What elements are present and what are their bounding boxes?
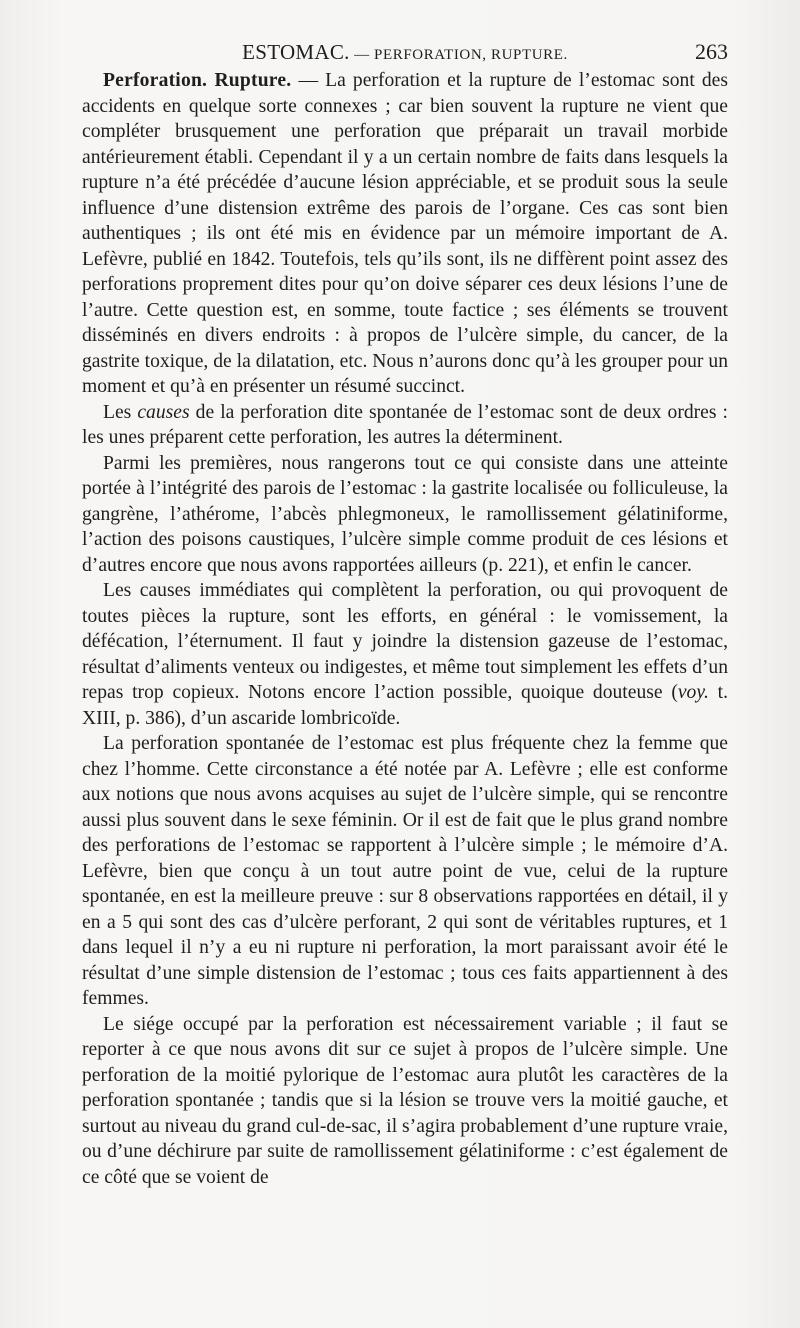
section-heading: Perforation. Rupture. bbox=[103, 70, 292, 91]
running-title-main: ESTOMAC. bbox=[242, 40, 350, 64]
paragraph-perforation-rupture bbox=[82, 68, 728, 400]
paragraph-text: Les causes immédiates qui complètent la perforation, ou qui provoquent de toutes pièces la rupture, sont les efforts, en général : le vomissement, la défécation, l’éternument. Il faut y joindre la distension gazeuse de l’estomac, résultat d’aliments venteux ou indigestes, et même tout simplement les effets d’un repas trop copieux. Notons encore l’action possible, quoique douteuse ( bbox=[82, 580, 728, 703]
paragraph-text: Parmi les premières, nous rangerons tout ce qui consiste dans une atteinte portée à l’intégrité des parois de l’estomac : la gastrite localisée ou folliculeuse, la gangrène, l’athérome, l’abcès phlegmoneux, le ramollissement gélatiniforme, l’action des poisons caustiques, l’ulcère simple comme produit de ces lésions et d’autres encore que nous avons rapportées ailleurs (p. 221), et enfin le cancer. bbox=[82, 452, 728, 576]
page-number: 263 bbox=[695, 39, 728, 64]
running-head bbox=[82, 38, 728, 68]
paragraph-text: La perforation spontanée de l’estomac est plus fréquente chez la femme que chez l’homme. Cette circonstance a été notée par A. Lefèvre ; elle est conforme aux notions que nous avons acquises au sujet de l’ulcère simple, qui se rencontre aussi plus souvent dans le sexe féminin. Or il est de fait que le plus grand nombre des perforations de l’estomac se rapportent à l’ulcère simple ; le mémoire d’A. Lefèvre, bien que conçu à un tout autre point de vue, celui de la rupture spontanée, en est la meilleure preuve : sur 8 observations rapportées en détail, il y en a 5 qui sont des cas d’ulcère perforant, 2 qui sont de véritables ruptures, et 1 dans lequel il n’y a eu ni rupture ni perforation, la mort paraissant avoir été le résultat d’une simple distension de l’estomac ; tous ces faits appartiennent à des femmes. bbox=[82, 733, 728, 1009]
paragraph-text: — La perforation et la rupture de l’estomac sont des accidents en quelque sorte connexes ; car bien souvent la rupture ne vient que compléter brusquement une perforation que préparait un travail morbide antérieurement établi. Cependant il y a un certain nombre de faits dans lesquels la rupture n’a été précédée d’aucune lésion appréciable, et se produit sous la seule influence d’une distension extrême des parois de l’organe. Ces cas sont bien authentiques ; ils ont été mis en évidence par un mémoire important de A. Lefèvre, publié en 1842. Toutefois, tels qu’ils sont, ils ne diffèrent point assez des perforations proprement dites pour qu’on doive séparer ces deux lésions l’une de l’autre. Cette question est, en somme, toute factice ; ses éléments se trouvent disséminés en divers endroits : à propos de l’ulcère simple, du cancer, de la gastrite toxique, de la dilatation, etc. Nous n’aurons donc qu’à les grouper pour un moment et qu’à en présenter un résumé succinct. bbox=[82, 70, 729, 397]
paragraph-text: de la perforation dite spontanée de l’estomac sont de deux ordres : les unes préparent cette perforation, les autres la déterminent. bbox=[82, 401, 728, 448]
paragraph-premieres-causes bbox=[82, 451, 728, 579]
paragraph-text-suffix: t. XIII, p. 386), d’un ascaride lombricoïde. bbox=[82, 682, 728, 729]
paragraph-siege bbox=[82, 1012, 728, 1191]
paragraph-causes bbox=[82, 400, 728, 451]
body-text bbox=[82, 68, 728, 1190]
running-title bbox=[82, 38, 728, 69]
paragraph-causes-immediates bbox=[82, 578, 728, 731]
emphasis-causes: causes bbox=[137, 401, 190, 423]
emphasis-voy: voy. bbox=[677, 682, 709, 703]
running-title-sub: — PERFORATION, RUPTURE. bbox=[349, 47, 568, 63]
paragraph-text: Le siége occupé par la perforation est nécessairement variable ; il faut se reporter à ce que nous avons dit sur ce sujet à propos de l’ulcère simple. Une perforation de la moitié pylorique de l’estomac aura plutôt les caractères de la perforation spontanée ; tandis que si la lésion se trouve vers la moitié gauche, et surtout au niveau du grand cul-de-sac, il s’agira probablement d’une rupture vraie, ou d’une déchirure par suite de ramollissement gélatiniforme : c’est également de ce côté que se voient de bbox=[82, 1013, 728, 1188]
paragraph-frequence bbox=[82, 731, 728, 1012]
paragraph-text-prefix: Les bbox=[103, 401, 138, 423]
